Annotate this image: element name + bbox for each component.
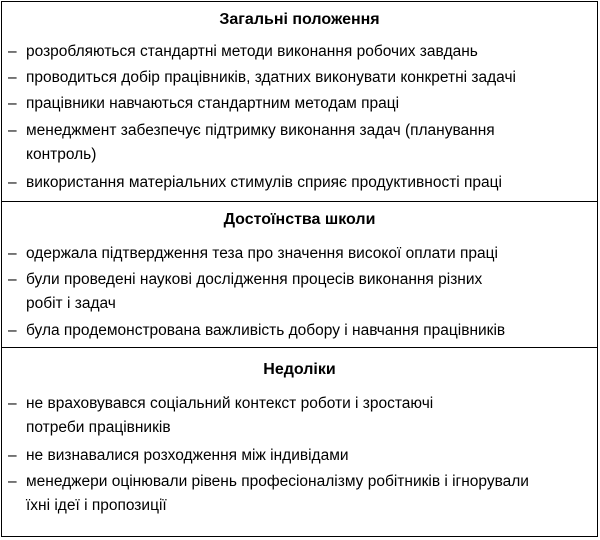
item-text-continuation: робіт і задач bbox=[26, 295, 116, 312]
bullet-dash: – bbox=[8, 245, 17, 262]
item-text: були проведені наукові дослідження процесів виконання різних bbox=[26, 271, 483, 288]
item-text-continuation: їхні ідеї і пропозиції bbox=[26, 497, 167, 514]
list-item bbox=[8, 392, 591, 440]
list-item bbox=[8, 171, 591, 195]
item-text-continuation: потреби працівників bbox=[26, 419, 171, 436]
bullet-dash: – bbox=[8, 122, 17, 139]
section-shortcomings bbox=[2, 347, 597, 537]
bullet-dash: – bbox=[8, 95, 17, 112]
list-item bbox=[8, 268, 591, 316]
section-heading: Загальні положення bbox=[219, 11, 380, 28]
section-school-advantages bbox=[2, 201, 597, 347]
section-heading: Недоліки bbox=[263, 361, 336, 378]
content-table bbox=[1, 1, 598, 537]
item-text: менеджмент забезпечує підтримку виконання задач (планування bbox=[26, 122, 495, 139]
item-text: була продемонстрована важливість добору і навчання працівників bbox=[26, 322, 506, 339]
bullet-dash: – bbox=[8, 473, 17, 490]
item-text-continuation: контроль) bbox=[26, 146, 97, 163]
list-item bbox=[8, 470, 591, 518]
item-text: розробляються стандартні методи виконання робочих завдань bbox=[26, 43, 478, 60]
bullet-dash: – bbox=[8, 395, 17, 412]
bullet-dash: – bbox=[8, 69, 17, 86]
list-item bbox=[8, 319, 591, 343]
item-text: проводиться добір працівників, здатних виконувати конкретні задачі bbox=[26, 69, 516, 86]
list-item bbox=[8, 119, 591, 167]
item-text: не враховувався соціальний контекст роботи і зростаючі bbox=[26, 395, 434, 412]
bullet-dash: – bbox=[8, 322, 17, 339]
bullet-dash: – bbox=[8, 447, 17, 464]
section-heading: Достоїнства школи bbox=[223, 211, 376, 228]
item-text: не визнавалися розходження між індивідами bbox=[26, 447, 349, 464]
item-text: менеджери оцінювали рівень професіоналізму робітників і ігнорували bbox=[26, 473, 529, 490]
bullet-dash: – bbox=[8, 43, 17, 60]
section-general-provisions bbox=[2, 2, 597, 201]
list-item bbox=[8, 92, 591, 116]
list-item bbox=[8, 40, 591, 64]
list-item bbox=[8, 444, 591, 468]
bullet-dash: – bbox=[8, 174, 17, 191]
item-text: використання матеріальних стимулів сприяє продуктивності праці bbox=[26, 174, 502, 191]
item-text: працівники навчаються стандартним методам праці bbox=[26, 95, 400, 112]
item-text: одержала підтвердження теза про значення високої оплати праці bbox=[26, 245, 498, 262]
bullet-dash: – bbox=[8, 271, 17, 288]
list-item bbox=[8, 242, 591, 266]
list-item bbox=[8, 66, 591, 90]
